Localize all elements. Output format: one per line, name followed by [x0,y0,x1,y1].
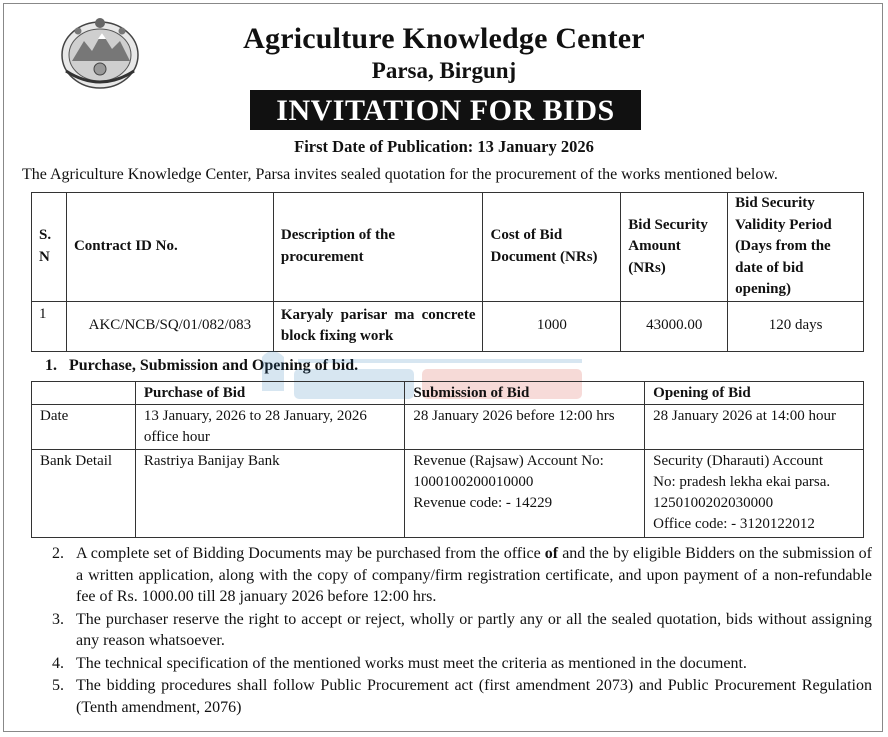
schedule-table [31,381,864,538]
list-item [52,543,872,608]
row-label-bank-detail: Bank Detail [32,450,136,538]
cell-line: 28 January 2026 at 14:00 hour [653,408,837,424]
col-security-amount: Bid Security Amount (NRs) [621,193,728,302]
list-item-text: The technical specification of the mentioned works must meet the criteria as mentioned in the document. [76,654,747,672]
list-item [52,675,872,718]
publication-date: First Date of Publication: 13 January 2026 [294,137,594,156]
cell-validity: 120 days [728,301,864,351]
cell-opening-date [645,405,864,450]
cell-line: Office code: - 3120122012 [653,516,815,532]
col-sn-line1: S. [39,227,52,244]
schedule-col-submission: Submission of Bid [405,382,645,405]
cell-line: Security (Dharauti) Account [653,453,824,469]
org-name: Agriculture Knowledge Center [243,22,645,55]
col-description: Description of the procurement [273,193,483,302]
cell-description: Karyaly parisar ma concrete block fixing work [273,301,483,351]
cell-line: Rastriya Banijay Bank [143,453,280,469]
org-location: Parsa, Birgunj [371,58,517,83]
cell-contract-id: AKC/NCB/SQ/01/082/083 [66,301,273,351]
row-label-date: Date [32,405,136,450]
list-item-number: 5. [52,677,64,694]
section-1-number: 1. [45,357,57,374]
list-item-number: 2. [52,545,64,562]
cell-security-amount: 43000.00 [621,301,728,351]
cell-opening-bank [645,450,864,538]
col-cost: Cost of Bid Document (NRs) [483,193,621,302]
cell-submission-date [405,405,645,450]
banner-title: INVITATION FOR BIDS [250,90,641,130]
notes-list [52,543,872,719]
cell-line: No: pradesh lekha ekai parsa. [653,474,831,490]
list-item-bold-text: of [544,545,559,562]
cell-line: 13 January, 2026 to 28 January, 2026 [143,408,367,424]
contract-table [31,192,864,352]
cell-line: 28 January 2026 before 12:00 hrs [413,408,615,424]
schedule-col-purchase: Purchase of Bid [135,382,405,405]
cell-line: office hour [143,429,210,445]
list-item-text: and the by eligible Bidders on the submission of a written application, along with the copy of company/firm registration certificate, and upon payment of a non-refundable fee of Rs. 1000.00 till 28 january 2026 before 12:00 hrs. [76,545,872,605]
table-row [32,301,864,351]
cell-line: Revenue code: - 14229 [413,495,553,511]
list-item-text: The purchaser reserve the right to accept or reject, wholly or partly any or all the sealed quotation, bids without assigning any reason whatsoever. [76,610,872,649]
col-sn-line2: N [39,248,50,265]
col-contract-id: Contract ID No. [66,193,273,302]
table-row [32,450,864,538]
cell-cost: 1000 [483,301,621,351]
schedule-col-opening: Opening of Bid [645,382,864,405]
list-item-text: A complete set of Bidding Documents may be purchased from the office [76,545,545,562]
cell-submission-bank [405,450,645,538]
list-item-number: 3. [52,610,64,628]
list-item-number: 4. [52,654,64,672]
table-header-row [32,193,864,302]
table-row [32,405,864,450]
cell-purchase-bank [135,450,405,538]
cell-line: 1250100202030000 [653,495,774,511]
intro-text: The Agriculture Knowledge Center, Parsa invites sealed quotation for the procurement of the works mentioned below. [22,166,778,183]
list-item [52,609,872,652]
col-sn [32,193,67,302]
list-item [52,653,872,675]
section-1-title: Purchase, Submission and Opening of bid. [69,357,359,374]
schedule-header-row [32,382,864,405]
list-item-text: The bidding procedures shall follow Public Procurement act (first amendment 2073) and Public Procurement Regulation (Tenth amendment, 2076) [76,677,872,716]
cell-sn: 1 [32,301,67,351]
schedule-col-blank [32,382,136,405]
cell-line: 1000100200010000 [413,474,534,490]
cell-line: Revenue (Rajsaw) Account No: [413,453,604,469]
cell-purchase-date [135,405,405,450]
section-1-heading [45,355,358,377]
col-validity: Bid Security Validity Period (Days from the date of bid opening) [728,193,864,302]
